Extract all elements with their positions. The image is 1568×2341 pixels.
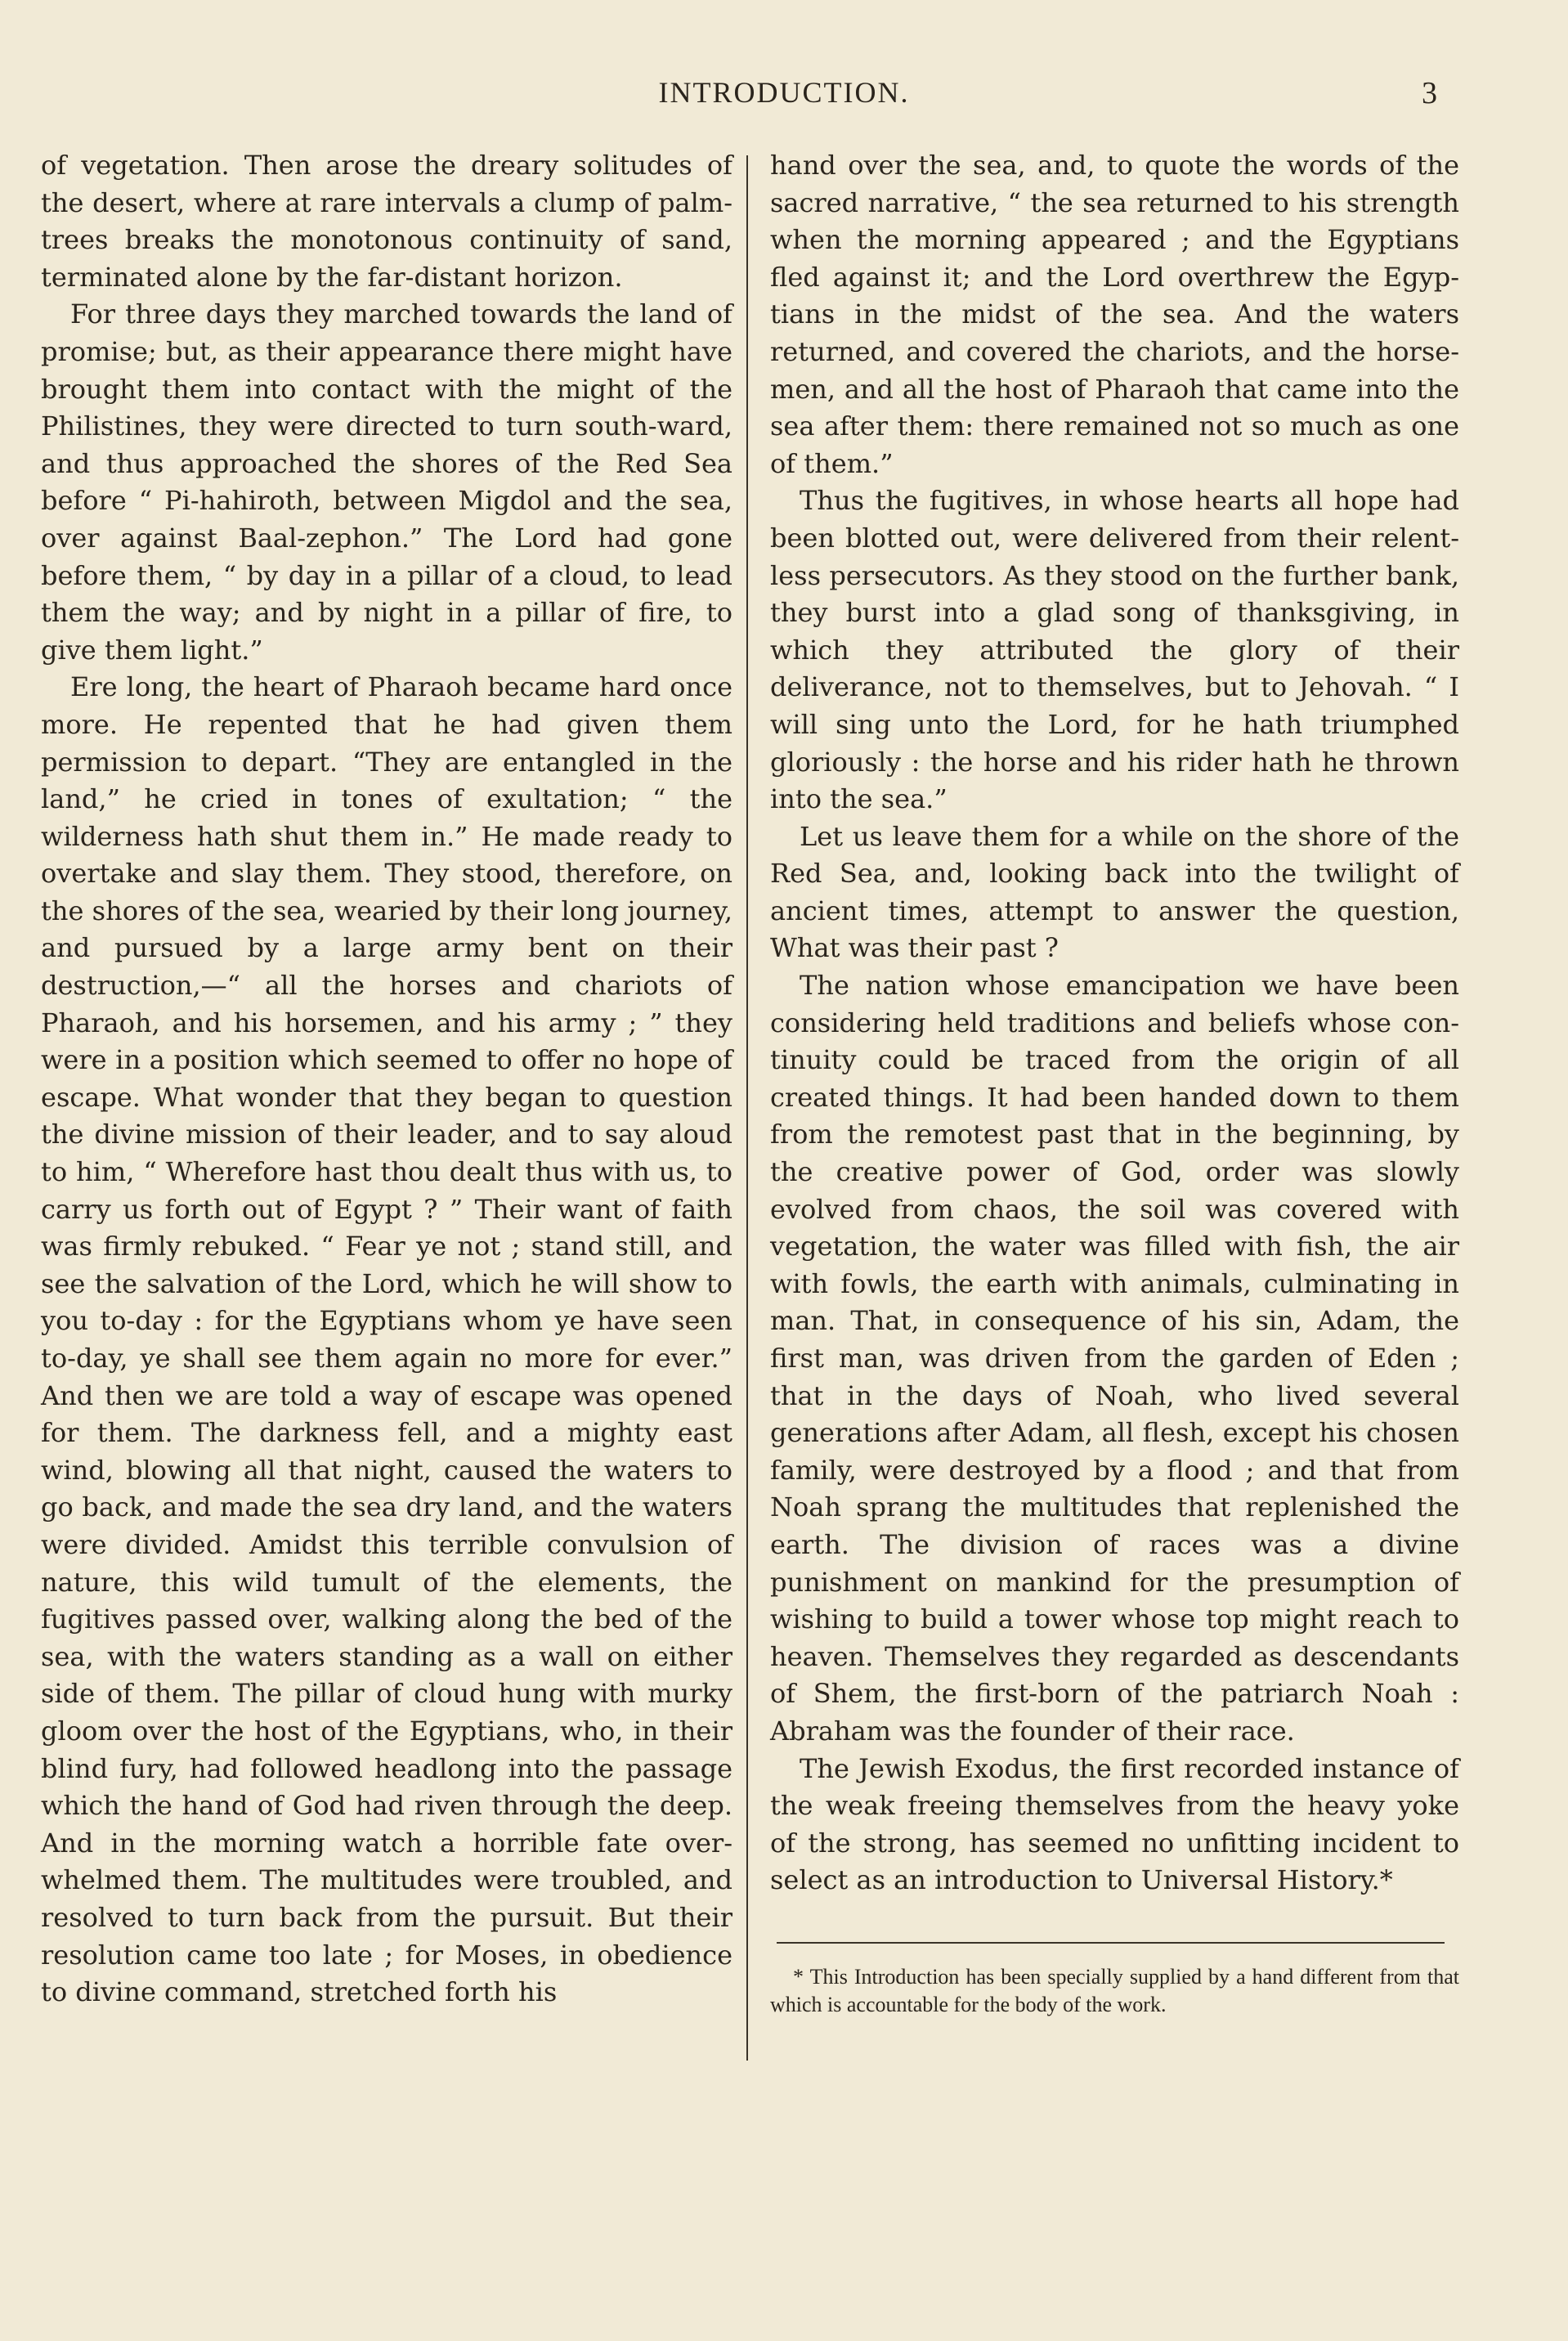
page-header bbox=[0, 75, 1568, 116]
paragraph: The nation whose emancipation we have been considering held traditions and beliefs whose con-tinuity could be traced from the origin of all created things. It had been handed down to them from the remotest past that in the beginning, by the creative power of God, order was slowly evolved from chaos, the soil was covered with vegetation, the water was filled with fish, the air with fowls, the earth with animals, culminating in man. That, in consequence of his sin, Adam, the first man, was driven from the garden of Eden ; that in the days of Noah, who lived several generations after Adam, all flesh, except his chosen family, were destroyed by a flood ; and that from Noah sprang the multitudes that replenished the earth. The division of races was a divine punishment on mankind for the presumption of wishing to build a tower whose top might reach to heaven. Themselves they regarded as descendants of Shem, the first-born of the patriarch Noah : Abraham was the founder of their race. bbox=[770, 970, 1459, 1747]
paragraph: Thus the fugitives, in whose hearts all hope had been blotted out, were delivered from their relent-less persecutors. As they stood on the further bank, they burst into a glad song of thanksgiving, in which they attributed the glory of their deliverance, not to themselves, but to Jehovah. “ I will sing unto the Lord, for he hath triumphed gloriously : the horse and his rider hath he thrown into the sea.” bbox=[770, 485, 1459, 815]
right-column bbox=[770, 147, 1459, 2019]
page-number: 3 bbox=[1422, 76, 1437, 110]
paragraph: Let us leave them for a while on the shore of the Red Sea, and, looking back into the twilight of ancient times, attempt to answer the question, What was their past ? bbox=[770, 820, 1459, 964]
footnote: * This Introduction has been specially supplied by a hand different from that which is accountable for the body of the work. bbox=[770, 1964, 1459, 2016]
paragraph: of vegetation. Then arose the dreary solitudes of the desert, where at rare intervals a clump of palm-trees breaks the monotonous continuity of sand, terminated alone by the far-distant horizon. bbox=[41, 150, 732, 293]
paragraph: hand over the sea, and, to quote the words of the sacred narrative, “ the sea returned to his strength when the morning appeared ; and the Egyptians fled against it; and the Lord overthrew the Egyp-tians in the midst of the sea. And the waters returned, and covered the chariots, and the horse-men, and all the host of Pharaoh that came into the sea after them: there remained not so much as one of them.” bbox=[770, 150, 1459, 479]
footnote-rule bbox=[777, 1942, 1445, 1944]
running-title: INTRODUCTION. bbox=[658, 76, 910, 109]
paragraph: For three days they marched towards the land of promise; but, as their appearance there might have brought them into contact with the might of the Philistines, they were directed to turn south-ward, and thus approached the shores of the Red Sea before “ Pi-hahiroth, between Migdol and the sea, over against Baal-zephon.” The Lord had gone before them, “ by day in a pillar of a cloud, to lead them the way; and by night in a pillar of fire, to give them light.” bbox=[41, 298, 732, 666]
left-column bbox=[41, 147, 732, 2011]
column-divider bbox=[746, 155, 748, 2061]
paragraph: The Jewish Exodus, the first recorded instance of the weak freeing themselves from the heavy yoke of the strong, has seemed no unfitting incident to select as an introduction to Universal History.* bbox=[770, 1752, 1459, 1896]
paragraph: Ere long, the heart of Pharaoh became hard once more. He repented that he had given them permission to depart. “They are entangled in the land,” he cried in tones of exultation; “ the wilderness hath shut them in.” He made ready to overtake and slay them. They stood, therefore, on the shores of the sea, wearied by their long journey, and pursued by a large army bent on their destruction,—“ all the horses and chariots of Pharaoh, and his horsemen, and his army ; ” they were in a position which seemed to offer no hope of escape. What wonder that they began to question the divine mission of their leader, and to say aloud to him, “ Wherefore hast thou dealt thus with us, to carry us forth out of Egypt ? ” Their want of faith was firmly rebuked. “ Fear ye not ; stand still, and see the salvation of the Lord, which he will show to you to-day : for the Egyptians whom ye have seen to-day, ye shall see them again no more for ever.” And then we are told a way of escape was opened for them. The darkness fell, and a mighty east wind, blowing all that night, caused the waters to go back, and made the sea dry land, and the waters were divided. Amidst this terrible convulsion of nature, this wild tumult of the elements, the fugitives passed over, walking along the bed of the sea, with the waters standing as a wall on either side of them. The pillar of cloud hung with murky gloom over the host of the Egyptians, who, in their blind fury, had followed headlong into the passage which the hand of God had riven through the deep. And in the morning watch a horrible fate over-whelmed them. The multitudes were troubled, and resolved to turn back from the pursuit. But their resolution came too late ; for Moses, in obedience to divine command, stretched forth his bbox=[41, 671, 732, 2008]
